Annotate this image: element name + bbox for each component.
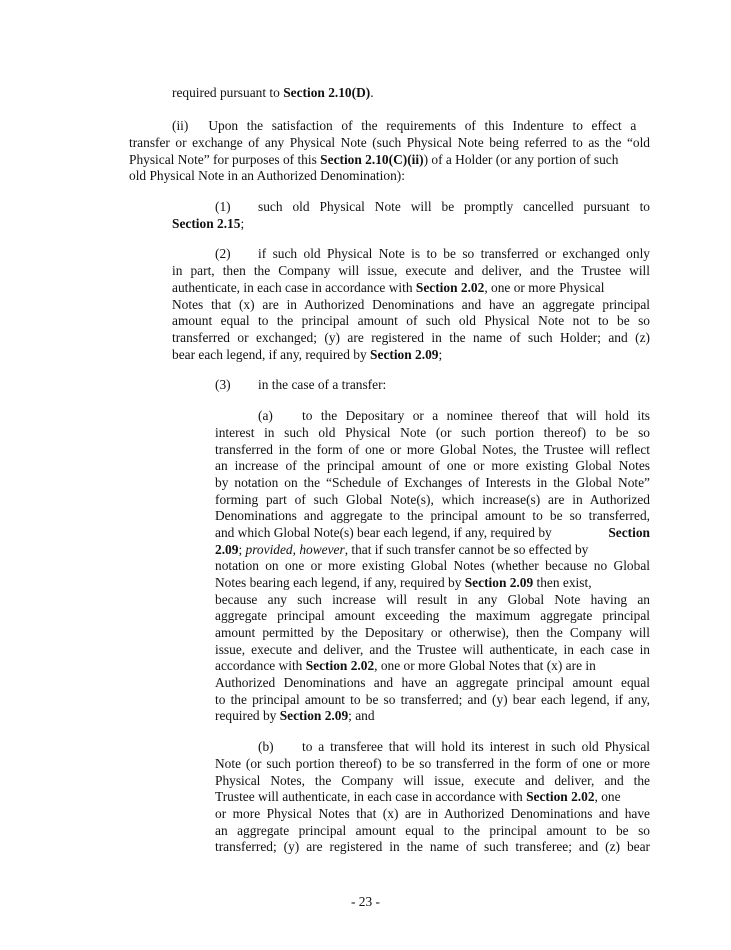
item-a-line-12: because any such increase will result in any Global Note having an — [215, 592, 650, 607]
item-a-line-14: amount permitted by the Depositary or otherwise), then the Company will — [215, 625, 650, 640]
item-2-number: (2) — [215, 246, 231, 261]
item-a-line-11-post: then exist, — [533, 575, 592, 590]
para-ii-line-3 — [129, 151, 650, 168]
para-ii-pre: Physical Note” for purposes of this — [129, 152, 321, 167]
item-a-line-13: aggregate principal amount exceeding the maximum aggregate principal — [215, 608, 650, 623]
item-a-line-17: Authorized Denominations and have an aggregate principal amount equal — [215, 675, 650, 690]
item-2-line-3-pre: authenticate, in each case in accordance with — [172, 280, 416, 295]
item-a-line-18: to the principal amount to be so transferred; and (y) bear each legend, if any, — [215, 692, 650, 707]
item-2-line-7-pre: bear each legend, if any, required by — [172, 347, 371, 362]
item-1-tail: ; — [240, 216, 245, 231]
page-number: - 23 - — [350, 894, 380, 909]
item-a-line-11 — [215, 574, 592, 591]
item-b-line-4 — [215, 788, 621, 805]
item-a-line-5: by notation on the “Schedule of Exchanges of Interests in the Global Note” — [215, 475, 650, 490]
item-a-line-9 — [215, 541, 588, 558]
item-a-line-11-pre: Notes bearing each legend, if any, required by — [215, 575, 465, 590]
item-a-number: (a) — [258, 408, 273, 423]
item-a-line-6: forming part of such Global Note(s), which increase(s) are in Authorized — [215, 492, 650, 507]
item-2-line-4: Notes that (x) are in Authorized Denominations and have an aggregate principal — [172, 297, 650, 312]
item-b-line-5: or more Physical Notes that (x) are in Authorized Denominations and have — [215, 806, 650, 821]
item-b-line-3: Physical Notes, the Company will issue, execute and deliver, and the — [215, 773, 650, 788]
section-ref: Section 2.10(C)(ii) — [320, 152, 424, 167]
item-1-number: (1) — [215, 199, 231, 214]
item-a-line-7: Denominations and aggregate to the principal amount to be so transferred, — [215, 508, 650, 523]
item-3-number: (3) — [215, 377, 231, 392]
section-ref: Section — [608, 525, 650, 540]
section-ref: 2.09 — [215, 542, 239, 557]
item-a-line-19-post: ; and — [348, 708, 375, 723]
item-a-line-16 — [215, 657, 596, 674]
item-1-line-2 — [172, 215, 244, 232]
item-a-line-19-pre: required by — [215, 708, 280, 723]
section-ref: Section 2.02 — [526, 789, 595, 804]
item-b-line-4-pre: Trustee will authenticate, in each case in accordance with — [215, 789, 527, 804]
intro-line — [172, 84, 374, 101]
section-ref: Section 2.15 — [172, 216, 241, 231]
section-ref: Section 2.09 — [370, 347, 439, 362]
para-ii-number: (ii) — [172, 118, 189, 133]
item-b-line-1: to a transferee that will hold its interest in such old Physical — [302, 739, 650, 754]
item-a-line-9-post: , that if such transfer cannot be so effected by — [344, 542, 589, 557]
section-ref: Section 2.09 — [279, 708, 349, 723]
item-a-line-1: to the Depositary or a nominee thereof that will hold its — [302, 408, 650, 423]
section-ref: Section 2.02 — [305, 658, 375, 673]
para-ii-line-4: old Physical Note in an Authorized Denomination): — [129, 168, 405, 183]
item-2-line-7-post: ; — [438, 347, 443, 362]
item-a-line-4: an increase of the principal amount of one or more existing Global Notes — [215, 458, 650, 473]
item-a-line-8 — [215, 524, 650, 541]
section-ref: Section 2.02 — [415, 280, 485, 295]
item-a-line-19 — [215, 707, 375, 724]
para-ii-text: Upon the satisfaction of the requirements of this Indenture to effect a — [208, 118, 637, 133]
para-ii-post: ) of a Holder (or any portion of such — [423, 152, 619, 167]
item-a-line-3: transferred in the form of one or more Global Notes, the Trustee will reflect — [215, 442, 650, 457]
item-2-line-6: transferred or exchanged; (y) are registered in the name of such Holder; and (z) — [172, 330, 650, 345]
section-ref: Section 2.10(D) — [283, 85, 371, 100]
item-a-line-10: notation on one or more existing Global Notes (whether because no Global — [215, 558, 650, 573]
item-2-line-5: amount equal to the principal amount of such old Physical Note not to be so — [172, 313, 650, 328]
section-ref: Section 2.09 — [464, 575, 534, 590]
item-a-line-2: interest in such old Physical Note (or such portion thereof) to be so — [215, 425, 650, 440]
para-ii-line-1 — [172, 117, 650, 134]
item-a-line-16-pre: accordance with — [215, 658, 306, 673]
item-b-line-4-post: , one — [594, 789, 621, 804]
item-b-line-7: transferred; (y) are registered in the name of such transferee; and (z) bear — [215, 839, 650, 854]
item-b-line-2: Note (or such portion thereof) to be so transferred in the form of one or more — [215, 756, 650, 771]
item-1-line-1: such old Physical Note will be promptly cancelled pursuant to — [258, 199, 650, 214]
para-ii-line-2: transfer or exchange of any Physical Note (such Physical Note being referred to as the “old — [129, 135, 650, 150]
item-2-line-7 — [172, 346, 442, 363]
item-a-line-9-mid: ; — [238, 542, 246, 557]
item-2-line-1: if such old Physical Note is to be so transferred or exchanged only — [258, 246, 650, 261]
item-a-line-16-post: , one or more Global Notes that (x) are in — [374, 658, 596, 673]
intro-tail: . — [370, 85, 374, 100]
item-3-text: in the case of a transfer: — [258, 377, 387, 392]
item-2-line-2: in part, then the Company will issue, execute and deliver, and the Trustee will — [172, 263, 650, 278]
intro-text: required pursuant to — [172, 85, 284, 100]
proviso-text: provided, however — [245, 542, 345, 557]
item-2-line-3 — [172, 279, 604, 296]
item-a-line-15: issue, execute and deliver, and the Trustee will authenticate, in each case in — [215, 642, 650, 657]
item-b-line-6: an aggregate principal amount equal to the principal amount to be so — [215, 823, 650, 838]
item-b-number: (b) — [258, 739, 274, 754]
item-a-line-8-pre: and which Global Note(s) bear each legend, if any, required by — [215, 525, 552, 540]
item-2-line-3-post: , one or more Physical — [484, 280, 605, 295]
